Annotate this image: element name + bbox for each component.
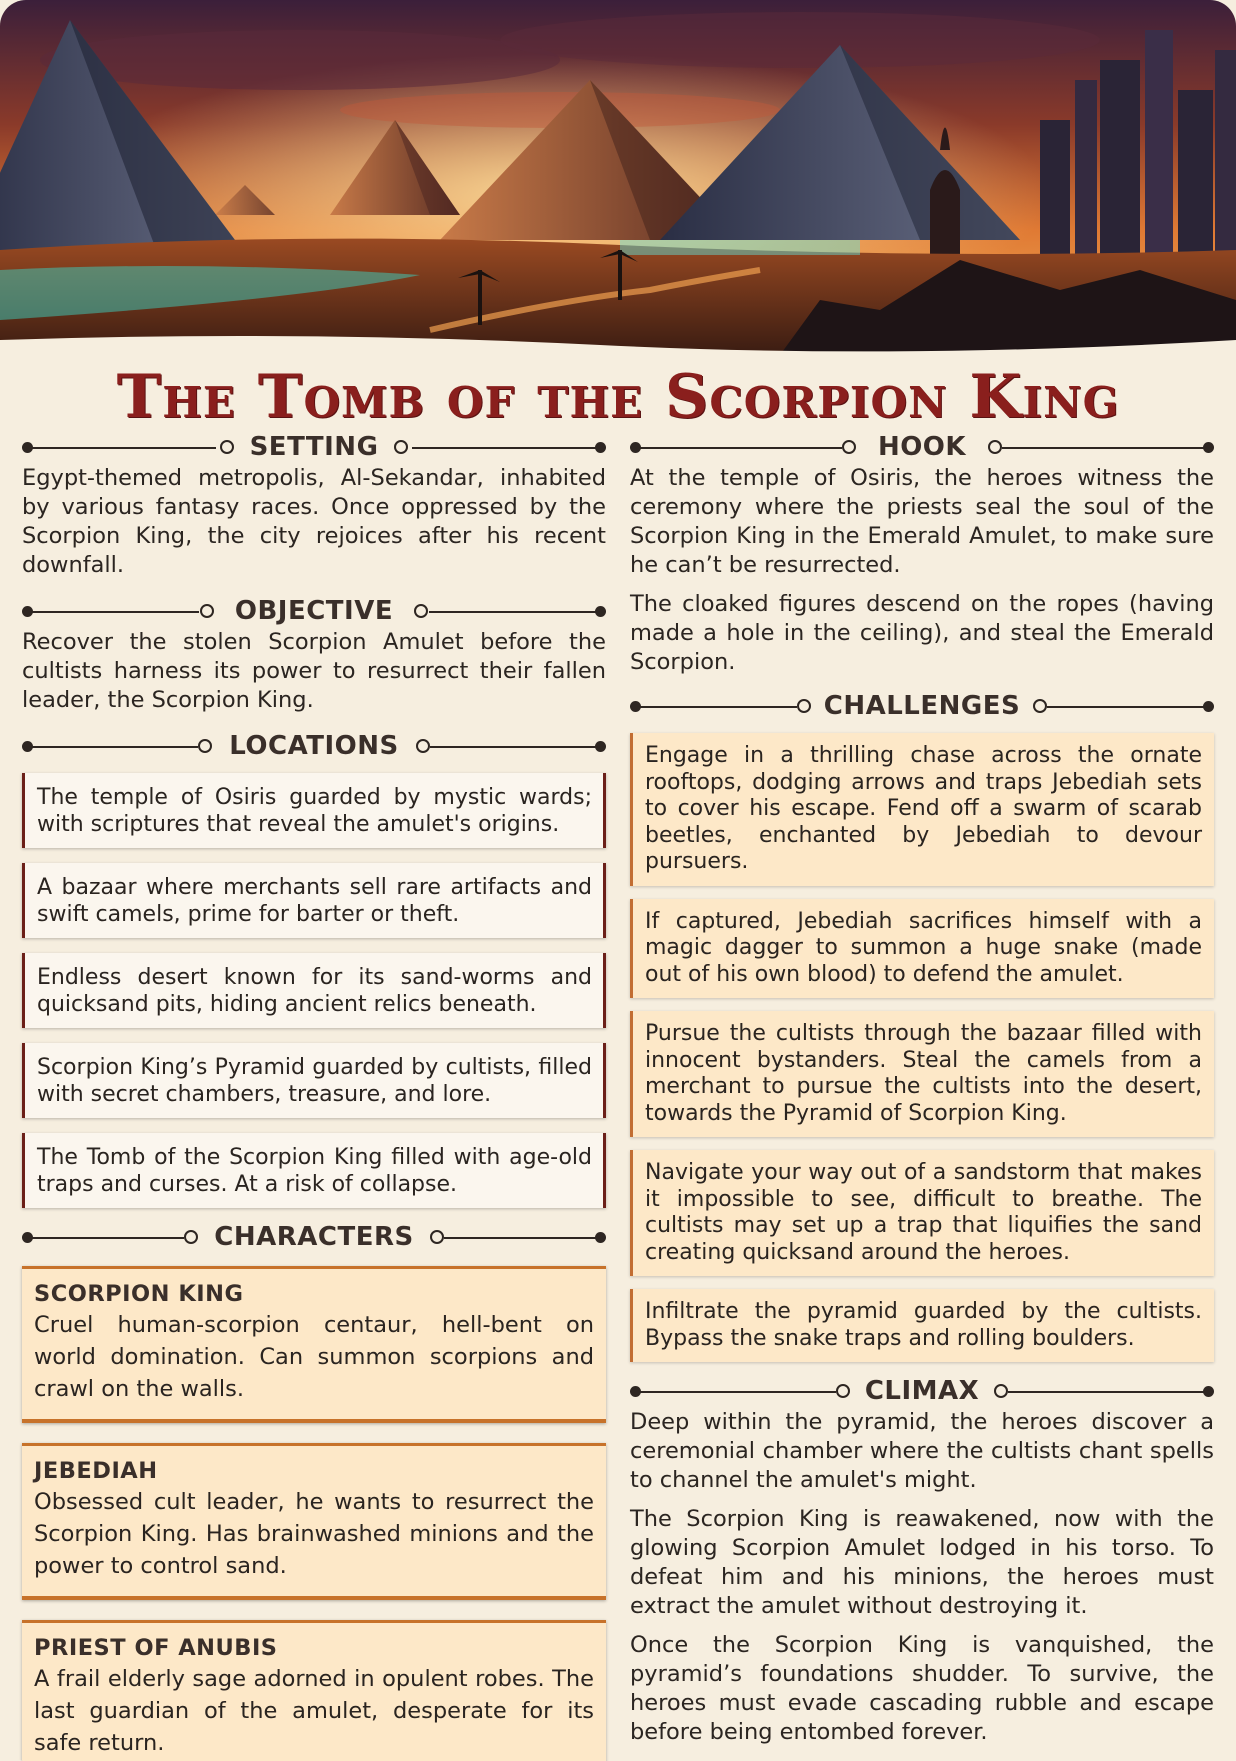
climax-text-3: Once the Scorpion King is vanquished, the pyramid’s foundations shudder. To survive, the heroes must evade cascading rubble and escape before being entombed forever. <box>630 1632 1214 1745</box>
challenges-heading: CHALLENGES <box>630 689 1214 723</box>
location-card: The temple of Osiris guarded by mystic wards; with scriptures that reveal the amulet's origins. <box>22 773 606 848</box>
challenge-card: Engage in a thrilling chase across the ornate rooftops, dodging arrows and traps Jebediah sets to cover his escape. Fend off a swarm of scarab beetles, enchanted by Jebediah to devour pursuers. <box>630 733 1214 886</box>
challenge-card: Pursue the cultists through the bazaar filled with innocent bystanders. Steal the camels from a merchant to pursue the cultists into the desert, towards the Pyramid of Scorpion King. <box>630 1011 1214 1137</box>
location-card: A bazaar where merchants sell rare artifacts and swift camels, prime for barter or theft. <box>22 863 606 938</box>
characters-heading: CHARACTERS <box>22 1220 606 1254</box>
objective-text: Recover the stolen Scorpion Amulet before the cultists harness its power to resurrect their fallen leader, the Scorpion King. <box>22 629 606 713</box>
character-card-scorpion-king: SCORPION KING Cruel human-scorpion centaur, hell-bent on world domination. Can summon scorpions and crawl on the walls. <box>22 1266 606 1423</box>
character-card-jebediah: JEBEDIAH Obsessed cult leader, he wants to resurrect the Scorpion King. Has brainwashed minions and the power to control sand. <box>22 1443 606 1600</box>
right-column <box>630 430 1214 1757</box>
challenge-card: Navigate your way out of a sandstorm that makes it impossible to see, difficult to breathe. The cultists may set up a trap that liquifies the sand creating quicksand around the heroes. <box>630 1150 1214 1276</box>
challenge-card: If captured, Jebediah sacrifices himself with a magic dagger to summon a huge snake (made out of his own blood) to defend the amulet. <box>630 899 1214 999</box>
setting-text: Egypt-themed metropolis, Al-Sekandar, inhabited by various fantasy races. Once oppressed by the Scorpion King, the city rejoices after his recent downfall. <box>22 465 606 578</box>
setting-heading: SETTING <box>22 430 606 464</box>
climax-text-1: Deep within the pyramid, the heroes discover a ceremonial chamber where the cultists chant spells to channel the amulet's might. <box>630 1409 1214 1493</box>
challenge-card: Infiltrate the pyramid guarded by the cultists. Bypass the snake traps and rolling boulders. <box>630 1289 1214 1362</box>
climax-heading: CLIMAX <box>630 1374 1214 1408</box>
hook-heading: HOOK <box>630 430 1214 464</box>
climax-text-2: The Scorpion King is reawakened, now with the glowing Scorpion Amulet lodged in his torso. To defeat him and his minions, the heroes must extract the amulet without destroying it. <box>630 1506 1214 1619</box>
location-card: Endless desert known for its sand-worms and quicksand pits, hiding ancient relics beneath. <box>22 953 606 1028</box>
hook-text-2: The cloaked figures descend on the ropes (having made a hole in the ceiling), and steal the Emerald Scorpion. <box>630 591 1214 675</box>
page-title: The Tomb of the Scorpion King <box>116 362 1120 432</box>
character-card-priest-of-anubis: PRIEST OF ANUBIS A frail elderly sage adorned in opulent robes. The last guardian of the amulet, desperate for its safe return. <box>22 1620 606 1761</box>
desert-city-illustration <box>0 0 1236 355</box>
location-card: Scorpion King’s Pyramid guarded by cultists, filled with secret chambers, treasure, and lore. <box>22 1043 606 1118</box>
banner-illustration <box>0 0 1236 355</box>
left-column <box>22 430 606 1761</box>
hook-text-1: At the temple of Osiris, the heroes witness the ceremony where the priests seal the soul of the Scorpion King in the Emerald Amulet, to make sure he can’t be resurrected. <box>630 465 1214 578</box>
location-card: The Tomb of the Scorpion King filled with age-old traps and curses. At a risk of collapse. <box>22 1133 606 1208</box>
locations-heading: LOCATIONS <box>22 729 606 763</box>
objective-heading: OBJECTIVE <box>22 594 606 628</box>
